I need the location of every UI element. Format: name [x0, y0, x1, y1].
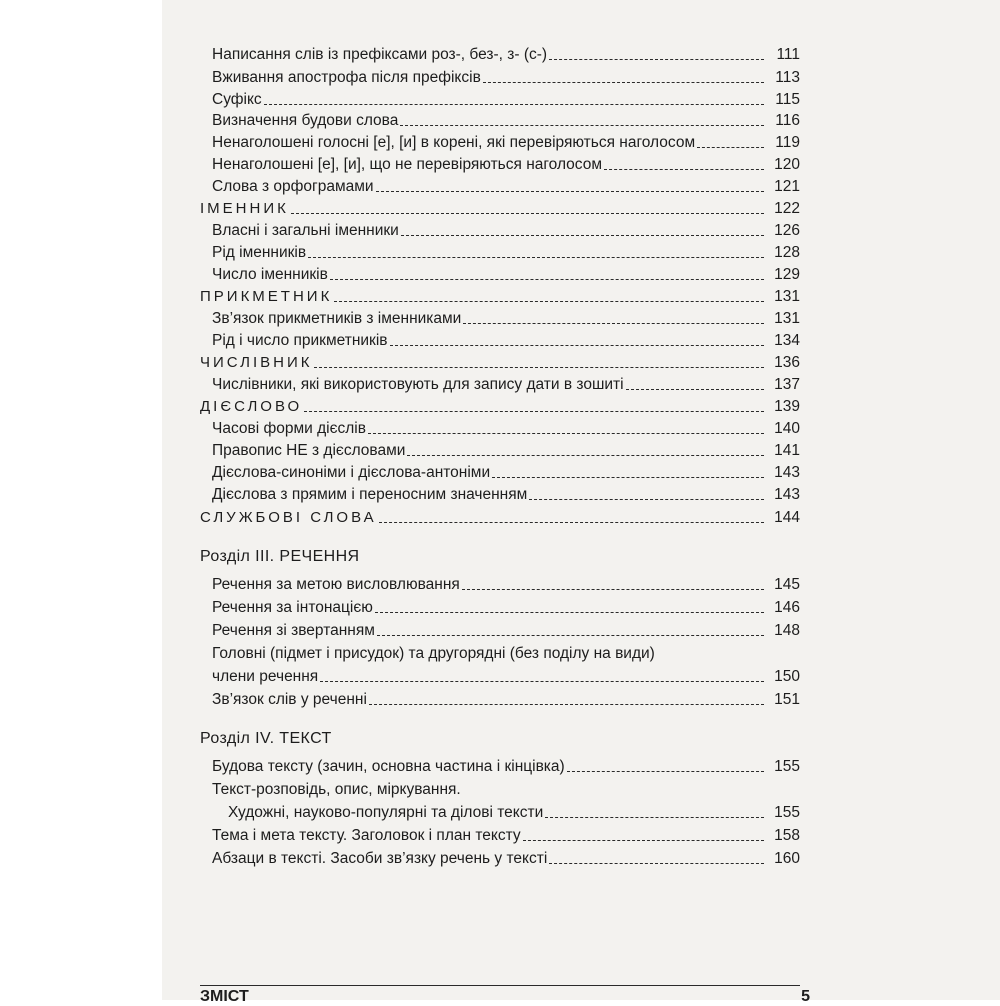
toc-entry-title: Ненаголошені голосні [е], [и] в корені, які перевіряються наголосом — [212, 134, 696, 151]
toc-entry — [200, 414, 800, 438]
dot-leader — [567, 771, 764, 772]
dot-leader — [492, 477, 764, 478]
toc-entry — [200, 150, 800, 174]
dot-leader — [483, 82, 764, 83]
dot-leader — [375, 612, 764, 613]
footer-divider — [200, 985, 800, 986]
dot-leader — [369, 704, 764, 705]
toc-entry-page: 113 — [775, 69, 800, 86]
dot-leader — [377, 635, 764, 636]
toc-entry-page: 111 — [776, 46, 800, 63]
dot-leader — [545, 817, 764, 818]
toc-entry-page: 146 — [774, 599, 800, 616]
toc-entry-title: СЛУЖБОВІ СЛОВА — [200, 509, 377, 526]
toc-entry-page: 129 — [774, 266, 800, 283]
toc-entry-title: ДІЄСЛОВО — [200, 398, 303, 415]
toc-entry-title: Текст-розповідь, опис, міркування. — [212, 781, 461, 798]
toc-entry — [200, 304, 800, 328]
section-heading: Розділ IV. ТЕКСТ — [200, 730, 332, 747]
toc-entry-title: Визначення будови слова — [212, 112, 399, 129]
toc-entry — [200, 238, 800, 262]
toc-entry-title: Ненаголошені [е], [и], що не перевіряються наголосом — [212, 156, 603, 173]
toc-entry-page: 158 — [774, 827, 800, 844]
toc-entry — [200, 40, 800, 64]
toc-entry — [200, 128, 800, 152]
toc-entry-page: 137 — [774, 376, 800, 393]
toc-entry — [200, 639, 800, 663]
toc-entry — [200, 821, 800, 845]
toc-entry-title: Дієслова-синоніми і дієслова-антоніми — [212, 464, 491, 481]
toc-entry-page: 140 — [774, 420, 800, 437]
toc-entry — [200, 480, 800, 504]
toc-entry-title: ЧИСЛІВНИК — [200, 354, 313, 371]
toc-entry-page: 122 — [774, 200, 800, 217]
toc-entry-page: 143 — [774, 464, 800, 481]
toc-entry-page: 151 — [774, 691, 800, 708]
dot-leader — [523, 840, 764, 841]
toc-entry-title: Вживання апострофа після префіксів — [212, 69, 481, 86]
toc-entry-page: 128 — [774, 244, 800, 261]
toc-entry — [200, 194, 800, 218]
toc-entry-title: Речення за інтонацією — [212, 599, 373, 616]
dot-leader — [376, 191, 764, 192]
toc-entry — [200, 348, 800, 372]
dot-leader — [697, 147, 764, 148]
section-heading: Розділ ІІІ. РЕЧЕННЯ — [200, 548, 360, 565]
toc-entry — [200, 458, 800, 482]
footer-title: ЗМІСТ — [200, 988, 249, 1005]
toc-entry-title: Число іменників — [212, 266, 328, 283]
toc-entry-title: Будова тексту (зачин, основна частина і кінцівка) — [212, 758, 565, 775]
dot-leader — [549, 59, 764, 60]
toc-entry-title: Зв’язок слів у реченні — [212, 691, 367, 708]
dot-leader — [626, 389, 764, 390]
toc-entry-page: 134 — [774, 332, 800, 349]
toc-entry — [200, 662, 800, 686]
toc-entry-page: 121 — [774, 178, 800, 195]
toc-entry — [200, 593, 800, 617]
toc-entry — [200, 775, 800, 799]
dot-leader — [400, 125, 764, 126]
toc-entry-title: Слова з орфограмами — [212, 178, 374, 195]
dot-leader — [463, 323, 764, 324]
dot-leader — [291, 213, 764, 214]
toc-entry-title: ІМЕННИК — [200, 200, 289, 217]
toc-entry — [200, 216, 800, 240]
toc-entry-title: Часові форми дієслів — [212, 420, 366, 437]
toc-entry-page: 120 — [774, 156, 800, 173]
dot-leader — [390, 345, 764, 346]
toc-entry — [200, 798, 800, 822]
dot-leader — [304, 411, 764, 412]
dot-leader — [604, 169, 764, 170]
toc-entry-page: 126 — [774, 222, 800, 239]
toc-entry-page: 144 — [774, 509, 800, 526]
dot-leader — [314, 367, 764, 368]
toc-entry-title: Головні (підмет і присудок) та другорядні (без поділу на види) — [212, 645, 655, 662]
dot-leader — [407, 455, 764, 456]
page-number: 5 — [801, 988, 810, 1005]
dot-leader — [379, 522, 764, 523]
toc-entry-page: 160 — [774, 850, 800, 867]
toc-entry — [200, 326, 800, 350]
dot-leader — [308, 257, 764, 258]
toc-entry-title: ПРИКМЕТНИК — [200, 288, 333, 305]
dot-leader — [549, 863, 764, 864]
toc-entry-page: 145 — [774, 576, 800, 593]
toc-entry-title: Тема і мета тексту. Заголовок і план тексту — [212, 827, 521, 844]
toc-entry — [200, 685, 800, 709]
toc-entry — [200, 570, 800, 594]
toc-entry-page: 136 — [774, 354, 800, 371]
toc-entry-page: 115 — [775, 91, 800, 108]
dot-leader — [320, 681, 764, 682]
toc-entry-title: Рід іменників — [212, 244, 307, 261]
dot-leader — [264, 104, 764, 105]
toc-entry — [200, 503, 800, 527]
toc-entry — [200, 106, 800, 130]
toc-entry — [200, 752, 800, 776]
toc-entry-title: Числівники, які використовують для запису дати в зошиті — [212, 376, 624, 393]
toc-entry-title: Правопис НЕ з дієсловами — [212, 442, 406, 459]
dot-leader — [462, 589, 764, 590]
toc-entry-title: Рід і число прикметників — [212, 332, 388, 349]
toc-entry-title: Художні, науково-популярні та ділові тексти — [228, 804, 544, 821]
toc-entry-title: Зв’язок прикметників з іменниками — [212, 310, 462, 327]
toc-entry-page: 143 — [774, 486, 800, 503]
toc-entry-page: 148 — [774, 622, 800, 639]
toc-entry — [200, 436, 800, 460]
toc-entry-title: Написання слів із префіксами роз-, без-, з- (с-) — [212, 46, 548, 63]
toc-entry — [200, 172, 800, 196]
toc-entry-title: Абзаци в тексті. Засоби зв’язку речень у тексті — [212, 850, 548, 867]
toc-entry — [200, 370, 800, 394]
toc-entry-page: 119 — [775, 134, 800, 151]
dot-leader — [401, 235, 764, 236]
toc-entry-title: Дієслова з прямим і переносним значенням — [212, 486, 528, 503]
toc-entry-page: 155 — [774, 758, 800, 775]
toc-entry-page: 139 — [774, 398, 800, 415]
toc-entry-title: члени речення — [212, 668, 319, 685]
toc-entry — [200, 282, 800, 306]
toc-entry-page: 131 — [774, 310, 800, 327]
toc-entry-page: 131 — [774, 288, 800, 305]
dot-leader — [334, 301, 764, 302]
dot-leader — [368, 433, 764, 434]
toc-entry-page: 116 — [775, 112, 800, 129]
toc-entry — [200, 260, 800, 284]
toc-entry-page: 141 — [774, 442, 800, 459]
toc-entry-page: 150 — [774, 668, 800, 685]
toc-entry-title: Власні і загальні іменники — [212, 222, 399, 239]
toc-entry-title: Речення за метою висловлювання — [212, 576, 460, 593]
toc-entry-title: Суфікс — [212, 91, 262, 108]
toc-entry — [200, 616, 800, 640]
toc-entry — [200, 392, 800, 416]
toc-entry — [200, 63, 800, 87]
dot-leader — [529, 499, 764, 500]
toc-entry-title: Речення зі звертанням — [212, 622, 375, 639]
toc-entry — [200, 844, 800, 868]
toc-entry-page: 155 — [774, 804, 800, 821]
dot-leader — [330, 279, 764, 280]
